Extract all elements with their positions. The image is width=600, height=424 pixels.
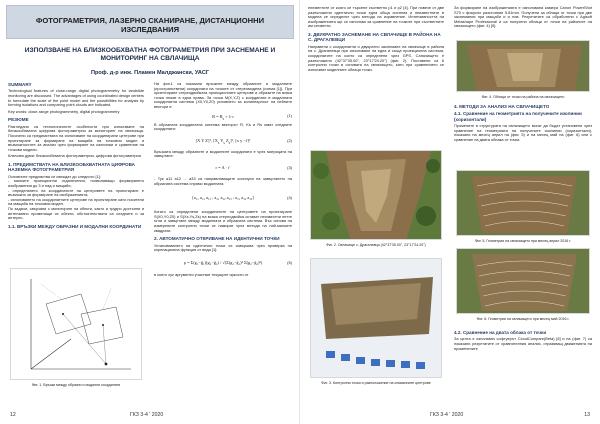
left-page-column-1	[8, 82, 144, 229]
equation-1-number: (1)	[287, 112, 292, 118]
equation-5	[154, 255, 292, 271]
camera-positions-svg	[311, 259, 442, 378]
right-col2-text-3: За целта е използван софтуерът CloudCompare(Beta) [6] и на (фиг. 7) са показани резултатите от сравнителния анализ, отразяващ движенията на променените	[454, 336, 592, 351]
col2-text-2: В образната координатна система векторът R, Ks и Rs имат следните координати:	[154, 121, 292, 132]
right-col2-text-2: Промените в структурата на свлачището могат да бъдат установени чрез сравнение на геометрията на получените изолинии (хоризонтали), показани на месец април на (фиг. 5) и на месец май на (фиг. 6) или с сравнение на двата облака от точки.	[454, 123, 592, 142]
equation-4	[154, 188, 292, 208]
keywords-bg: Ключови думи: близкообхватна фотограметрия, цифрова фотограметрия	[8, 153, 141, 159]
equation-3-formula: r = A · r′	[215, 164, 231, 170]
equation-2-formula: [X Y Z]ᵀ, [$X_s$ $Y_s$ $Z_s]ᵀ$, [x y −f]ᵀ	[195, 137, 251, 145]
col2-text-5: Когато са определени координатите на центровете на проектиране S(X0,Y0,Z0) и S(Xs,Ys,Zs) на всяка стереодвойка остават неизвестни петте ъгли и завъртане между модалната и образната система. Въз основа на измерените контролни точки се намират чрез метода на най-малките квадрати.	[154, 209, 292, 233]
figure-6-caption: Фиг. 6. Геометрия на свлачището при месец май 2016 г.	[476, 317, 570, 321]
right-col1-text-2: Направени с координатни и двукратно заснемане на свлачище в района на с. Драгалевци при използване на една и съща проекционна система, координатите на които са определени чрез GPS. Сапачището е разположено (42°37'35.00", 23°17'24.20") (фиг. 2). Поставени са 6 контролни точки в основата на свлачището, като при сравнението се използват моделните облаци точки.	[308, 43, 444, 72]
left-page-number: 12	[10, 412, 16, 418]
point-cloud-svg	[457, 41, 590, 92]
left-page-journal-issue: ГКЗ 3-4 ' 2020	[130, 412, 164, 418]
section-1-intro: Основните предимства се свеждат до следното [1]:	[8, 173, 101, 179]
equation-1	[154, 112, 292, 121]
equation-2-number: (2)	[287, 137, 292, 143]
equation-5-number: (5)	[287, 259, 292, 265]
keywords-en: Key words: close-range photogrammetry, digital photogrammetry	[8, 108, 120, 114]
right-page-column-2	[454, 6, 592, 29]
rezume-heading: РЕЗЮМЕ	[8, 117, 29, 123]
equation-3-number: (3)	[287, 164, 292, 170]
subsection-4-1-heading: 4.1. Сравнение на геометрията на получените изолинии (хоризонтали)	[454, 111, 582, 122]
figure-1-diagram	[10, 268, 142, 380]
col2-text-1: На фиг.1 са показани връзките между образните и модалните (пространствени) координати на точките от стереомодела (схема [1]). При ориентиране стереодвойката проекционните центрове и образите на всяка точка лежат в една права. За точка M(X,Y,Z) с координати в модалната координатна система (X0,Y0,Z0) условието за колинеарност на нейните вектори е:	[154, 81, 292, 109]
equation-2	[154, 134, 292, 148]
right-col1-text-1: елементите от която се търсене съответно p1 и p2 [4]. При повече от две разположени идентични точки една обща система и неизвестните в модела се определят чрез метода на изравнение. Интензивността на изображенията ще се използва за сравнение на точките при съответните им сегменти.	[308, 5, 444, 29]
right-page	[300, 0, 600, 424]
figure-2-caption: Фиг. 2. Свлачище с. Драгалевци (42°37'35.00", 23°17'24.20")	[326, 243, 426, 247]
banner-title-line2: ИЗСЛЕДВАНИЯ	[120, 25, 180, 34]
figure-5-caption: Фиг. 5. Геометрия на свлачището при месец април 2016 г.	[474, 239, 572, 243]
coordinate-diagram-svg	[11, 269, 142, 380]
equation-4-formula: [a₁₁ a₁₂ a₁₃ ; a₂₁ a₂₂ a₂₃ ; a₃₁ a₃₂ a₃₃]	[192, 195, 254, 201]
section-3-heading: 3. ДВУКРАТНО ЗАСНЕМАНЕ НА СВЛАЧИЩЕ В РАЙОНА НА С. ДРАГАЛЕВЦИ	[308, 31, 441, 43]
figure-5-contours-april	[456, 170, 590, 236]
section-1-heading: 1. ПРЕДИМСТВАТА НА БЛИЗКООБХВАТНАТА ЦИФРОВА НАЗЕМНА ФОТОГРАМЕТРИЯ	[8, 161, 135, 173]
rezume-text: Разгледани са технологичните особености при използване на близкообхватна цифрова фотограметрия за мониторинг на свлачища. Посочени са предимствата на използване на координирани центрове при проектиране за формиране на мащаба на точковия модел и възможностите за анализ чрез формиране на изолинии и сравнение на точкови модели.	[8, 123, 144, 152]
figure-3-caption: Фиг. 3. Контролни точки и разположение на снимачните центрове	[321, 381, 431, 385]
summary-text: Technological features of close-range digital photogrammetry for landslide monitoring are discussed. The advantages of using coordinated design centers to formulate the scale of the point model and the possibilities for analysis by forming isolations and comparing point clouds are indicated.	[8, 88, 144, 108]
figure-6-contours-may	[456, 248, 590, 314]
paper-title-line1: ИЗПОЛЗВАНЕ НА БЛИЗКООБХВАТНА ФОТОГРАМЕТРИЯ ПРИ ЗАСНЕМАНЕ И	[24, 47, 276, 54]
right-page-column-2-b	[454, 104, 592, 143]
col2-text-6: Установяването на идентични точки се извършва чрез проверка на корелационна функция от вида [1]:	[154, 242, 292, 253]
right-col2-text-1: За формиране на изображенията е използвана камера Canon PowerShot S70 с фокусно разстояние 5.81mm. Получени за облаци от точки при две заснемания при мащаби и и нов. Резултатите са обработени с Agisoft Metashape Professional и са получени облаци от точки на районите на свлачището (фиг. 4) [5].	[454, 5, 592, 29]
figure-1-caption: Фиг. 1. Връзки между образни и модални координати	[31, 383, 121, 387]
col2-text-4: - Тук a11 a12 ... a33 са направляващите косинуси на завъртането на образната система спрямо модалната.	[154, 175, 292, 186]
landslide-photo-svg	[311, 151, 442, 240]
subsection-1-1-heading: 1.1. ВРЪЗКИ МЕЖДУ ОБРАЗНИ И МОДАЛНИ КООРДИНАТИ	[8, 223, 142, 229]
section-2-heading: 2. АВТОМАТИЧНО ОТКРИВАНЕ НА ИДЕНТИЧНИ ТОЧКИ	[154, 236, 280, 242]
right-page-journal-issue: ГКЗ 3-4 ' 2020	[430, 412, 464, 418]
contours-may-svg	[457, 249, 590, 314]
figure-3-diagram	[310, 258, 442, 378]
left-page-column-2	[154, 82, 292, 277]
paper-author: Проф. д-р инж. Пламен Малджански, УАСГ	[90, 70, 210, 76]
equation-5-formula: ρ = Σ(g₁−ḡ₁)(g₂−ḡ₂) / √(Σ(g₁−ḡ₁)² Σ(g₂−ḡ₂)²)	[183, 259, 263, 265]
figure-4-caption: Фиг. 4. Облаци от точки на района на свлачището	[481, 95, 565, 99]
subsection-4-2-heading: 4.2. Сравнение на двата облака от точки	[454, 330, 547, 335]
banner-title-line1: ФОТОГРАМЕТРИЯ, ЛАЗЕРНО СКАНИРАНЕ, ДИСТАНЦИОННИ	[35, 16, 265, 25]
section-4-heading: 4. МЕТОДИ ЗА АНАЛИЗ НА СВЛАЧИЩЕТО	[454, 104, 550, 109]
section-1-item-2: - определянето на координатите на центровете на проектиране е възможно за формиране на изображенията;	[8, 187, 144, 198]
equation-4-number: (4)	[287, 195, 292, 201]
equation-1-formula: $R = R_s + \lambda\cdot r$	[212, 113, 234, 121]
equation-3	[154, 161, 292, 175]
figure-2-photo	[310, 150, 442, 240]
col2-text-7: в която xyz аргументи участват текущите яркости от	[154, 271, 249, 277]
right-page-number: 13	[584, 412, 590, 418]
section-1-outro: По задачи, свързани с мониторинг на обекти, както и трудно достъпни и интензивно променящи се обекти, обстоятелствата са следните и за интерес.	[8, 205, 144, 221]
figure-4-point-cloud	[456, 40, 590, 92]
col2-text-3: Връзката между образните и модалните координати е чрез матрицата на завъртане:	[154, 148, 292, 159]
section-1-item-1: - малките проекционни отдалечения, позволяващи формирането изображения до 3 и над и мащаби;	[8, 178, 144, 188]
right-page-column-2-c	[454, 330, 592, 351]
summary-heading: SUMMARY	[8, 82, 32, 87]
section-1-item-3: - използването на координатните центрове на проектиране като носители на мащаба на точковия модел.	[8, 196, 144, 207]
contours-april-svg	[457, 171, 590, 236]
paper-title-line2: МОНИТОРИНГ НА СВЛАЧИЩА	[100, 55, 200, 62]
section-banner	[6, 5, 294, 39]
right-page-column-1	[308, 6, 444, 72]
